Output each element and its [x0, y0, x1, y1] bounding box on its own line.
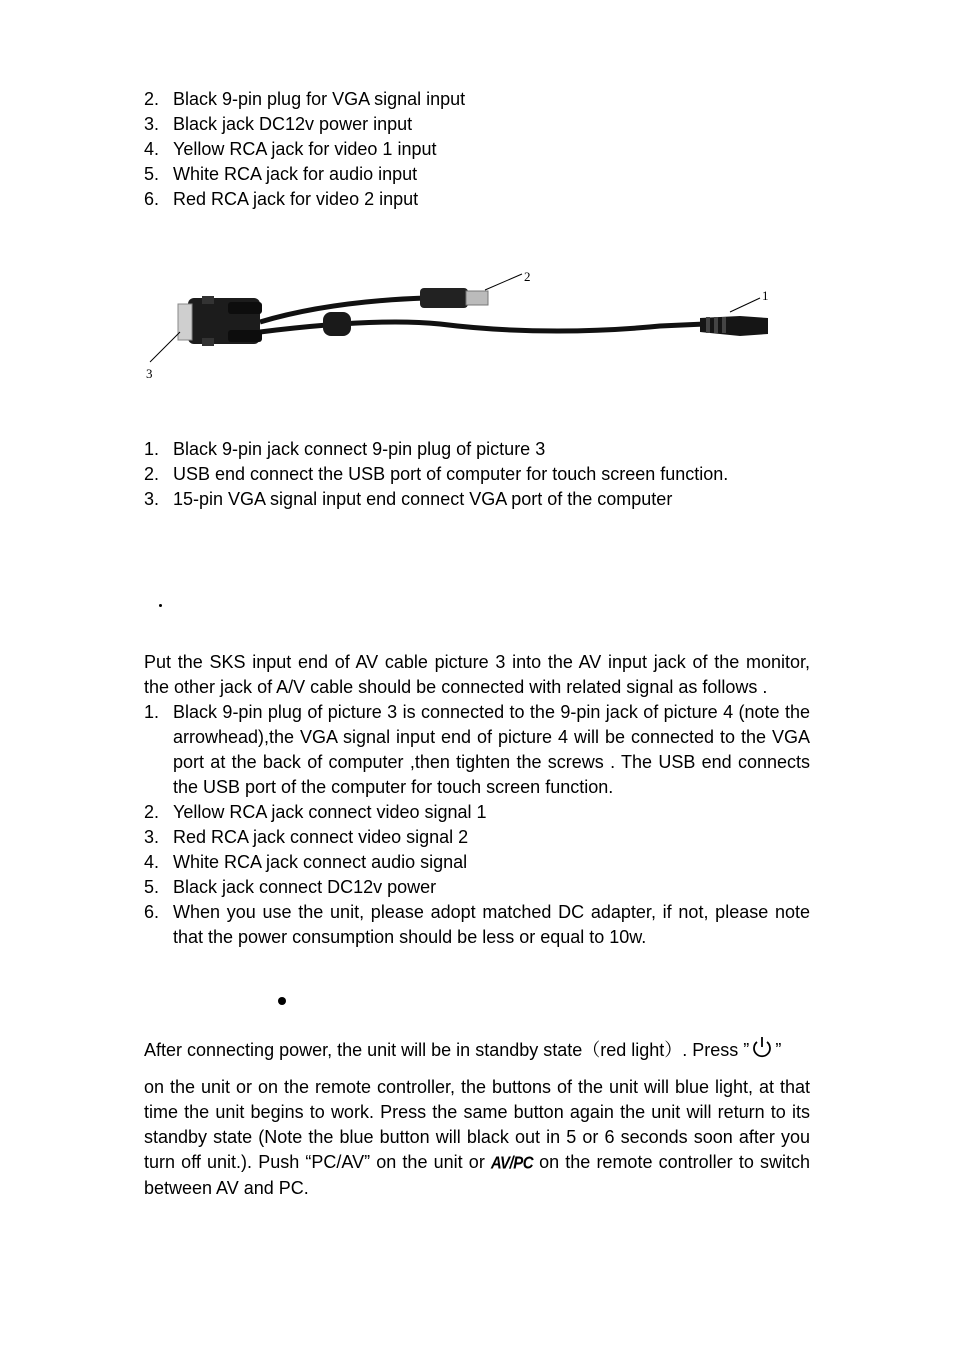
list-item: 2. USB end connect the USB port of computer for touch screen function.	[144, 464, 729, 484]
bullet-dot	[159, 604, 162, 607]
list-item: 6. Red RCA jack for video 2 input	[144, 189, 419, 209]
power-paragraph: on the unit or on the remote controller, the buttons of the unit will blue light, at that time the unit begins to work. Press the same button again the unit will return to its standby state (Note the blue button will black out in 5 or 6 seconds soon after you turn off unit.). Push “PC/AV” on the unit or AV/PC on the remote controller to switch between AV and PC.	[144, 1077, 811, 1198]
list-item: 6. When you use the unit, please adopt matched DC adapter, if not, please note that the power consumption should be less or equal to 10w.	[144, 902, 810, 947]
callout-label-2: 2	[524, 269, 531, 284]
list-item: 4. White RCA jack connect audio signal	[144, 852, 468, 872]
list-item: 5. White RCA jack for audio input	[144, 164, 418, 184]
connection-section	[144, 650, 810, 950]
list-item: 3. Black jack DC12v power input	[144, 114, 413, 134]
list-item: 1. Black 9-pin jack connect 9-pin plug of picture 3	[144, 439, 546, 459]
avpc-button-icon: AV/PC	[490, 1153, 534, 1174]
list-item: 3. Red RCA jack connect video signal 2	[144, 827, 469, 847]
callout-label-1: 1	[762, 288, 769, 303]
list-item: 2. Yellow RCA jack connect video signal 1	[144, 802, 487, 822]
list-item: 2. Black 9-pin plug for VGA signal input	[144, 89, 466, 109]
connection-intro: Put the SKS input end of AV cable picture 3 into the AV input jack of the monitor, the other jack of A/V cable should be connected with related signal as follows .	[144, 652, 810, 697]
power-icon	[749, 1036, 775, 1058]
vga-usb-cable-picture	[140, 262, 780, 392]
input-jacks-list	[144, 87, 810, 212]
picture4-list	[144, 437, 810, 512]
callout-label-3: 3	[146, 366, 153, 381]
list-item: 4. Yellow RCA jack for video 1 input	[144, 139, 437, 159]
list-item: 3. 15-pin VGA signal input end connect VGA port of the computer	[144, 489, 673, 509]
bullet-dot	[278, 997, 286, 1005]
list-item: 1. Black 9-pin plug of picture 3 is connected to the 9-pin jack of picture 4 (note the arrowhead),the VGA signal input end of picture 4 will be connected to the VGA port at the back of computer ,then tighten the screws . The USB end connects the USB port of the computer for touch screen function.	[144, 702, 810, 797]
list-item: 5. Black jack connect DC12v power	[144, 877, 437, 897]
power-line: After connecting power, the unit will be in standby state（red light）. Press ” ”	[144, 1034, 810, 1066]
